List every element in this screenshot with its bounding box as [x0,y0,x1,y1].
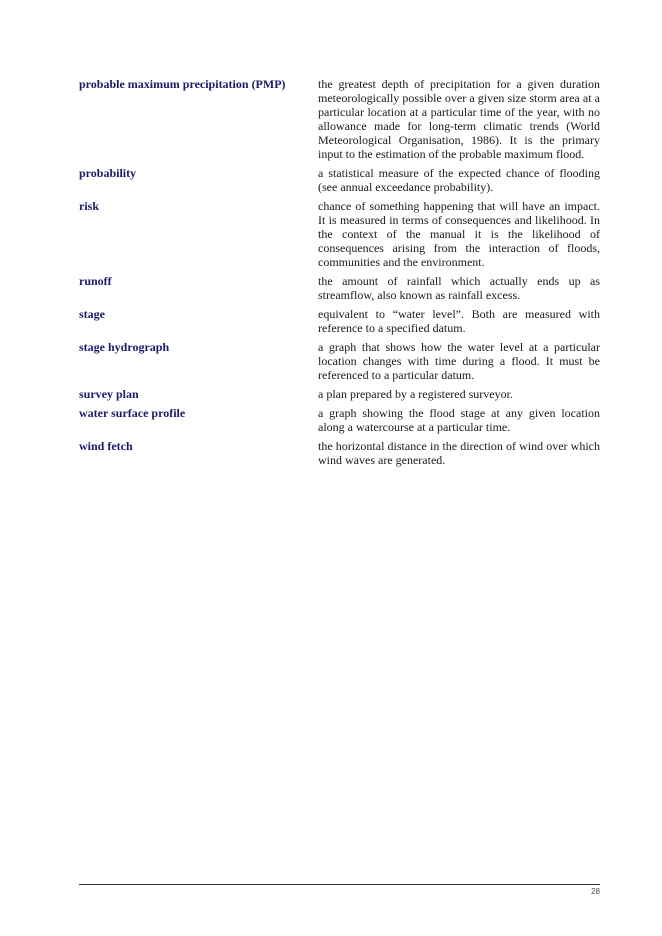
glossary-list [79,77,600,472]
glossary-term: probability [79,166,137,180]
glossary-definition: the horizontal distance in the direction of wind over which wind waves are generated. [318,439,600,467]
glossary-entry [79,274,600,302]
glossary-term: survey plan [79,387,139,401]
glossary-term: runoff [79,274,112,288]
glossary-definition: the greatest depth of precipitation for a given duration meteorologically possible over a given size storm area at a particular location at a particular time of the year, with no allowance made for long-term climatic trends (World Meteorological Organisation, 1986). It is the primary input to the estimation of the probable maximum flood. [318,77,600,161]
glossary-definition: the amount of rainfall which actually ends up as streamflow, also known as rainfall excess. [318,274,600,302]
glossary-entry [79,406,600,434]
glossary-definition: equivalent to “water level”. Both are measured with reference to a specified datum. [318,307,600,335]
glossary-definition: a graph that shows how the water level at a particular location changes with time during a flood. It must be referenced to a particular datum. [318,340,600,382]
glossary-entry [79,199,600,269]
footer-divider [79,884,600,885]
glossary-definition: a statistical measure of the expected chance of flooding (see annual exceedance probability). [318,166,600,194]
glossary-entry [79,439,600,467]
glossary-entry [79,340,600,382]
glossary-term: water surface profile [79,406,186,420]
glossary-entry [79,166,600,194]
glossary-term: wind fetch [79,439,133,453]
page-number: 28 [591,887,600,896]
glossary-entry [79,387,600,401]
glossary-term: stage hydrograph [79,340,170,354]
glossary-definition: a graph showing the flood stage at any given location along a watercourse at a particular time. [318,406,600,434]
glossary-definition: a plan prepared by a registered surveyor. [318,387,513,401]
glossary-entry [79,307,600,335]
glossary-definition: chance of something happening that will have an impact. It is measured in terms of consequences and likelihood. In the context of the manual it is the likelihood of consequences arising from the interaction of floods, communities and the environment. [318,199,600,269]
glossary-term: stage [79,307,105,321]
glossary-term: risk [79,199,100,213]
glossary-entry [79,77,600,161]
glossary-term: probable maximum precipitation (PMP) [79,77,286,91]
